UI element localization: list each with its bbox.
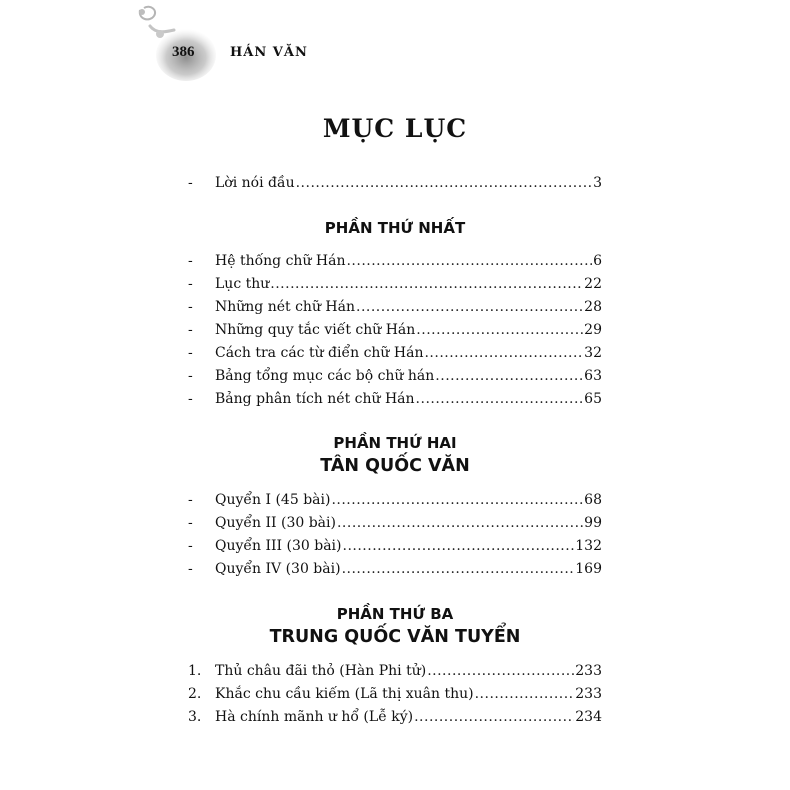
- entry-marker: -: [188, 492, 193, 508]
- dot-leader: [427, 661, 574, 681]
- entry-marker: -: [188, 368, 193, 384]
- entry-page: 28: [584, 299, 602, 315]
- dot-leader: [331, 490, 583, 510]
- dot-leader: [342, 559, 575, 579]
- part-subtitle-2: TÂN QUỐC VĂN: [320, 456, 470, 476]
- toc-entry[interactable]: [188, 513, 602, 533]
- entry-label: Bảng tổng mục các bộ chữ hán: [215, 368, 435, 384]
- entry-label: Hà chính mãnh ư hổ (Lễ ký): [215, 709, 414, 725]
- entry-label: Cách tra các từ điển chữ Hán: [215, 345, 424, 361]
- dot-leader: [356, 297, 583, 317]
- dot-leader: [296, 173, 592, 193]
- entry-marker: -: [188, 515, 193, 531]
- dot-leader: [475, 684, 575, 704]
- entry-page: 234: [575, 709, 602, 725]
- dot-leader: [424, 343, 583, 363]
- entry-marker: -: [188, 345, 193, 361]
- entry-marker: -: [188, 391, 193, 407]
- part-subtitle-3: TRUNG QUỐC VĂN TUYỂN: [269, 627, 521, 647]
- entry-page: 3: [593, 175, 602, 191]
- toc-entry[interactable]: [188, 320, 602, 340]
- entry-page: 233: [575, 663, 602, 679]
- entry-label: Quyển IV (30 bài): [215, 561, 341, 577]
- entry-label: Quyển II (30 bài): [215, 515, 336, 531]
- entry-marker: -: [188, 175, 193, 191]
- entry-page: 63: [584, 368, 602, 384]
- entry-page: 65: [584, 391, 602, 407]
- entry-marker: -: [188, 561, 193, 577]
- part-heading-2: PHẦN THỨ HAI: [333, 434, 457, 452]
- entry-label: Lục thư: [215, 276, 270, 292]
- part-heading-3: PHẦN THỨ BA: [336, 605, 454, 623]
- entry-label: Những nét chữ Hán: [215, 299, 355, 315]
- entry-page: 22: [584, 276, 602, 292]
- ink-wash-decoration: [120, 0, 220, 90]
- toc-entry[interactable]: [188, 173, 602, 193]
- entry-page: 132: [575, 538, 602, 554]
- running-head: HÁN VĂN: [230, 45, 308, 60]
- entry-page: 68: [584, 492, 602, 508]
- part-heading-1: PHẦN THỨ NHẤT: [324, 219, 466, 237]
- entry-marker: -: [188, 253, 193, 269]
- entry-page: 99: [584, 515, 602, 531]
- entry-page: 6: [593, 253, 602, 269]
- dot-leader: [346, 251, 592, 271]
- entry-label: Hệ thống chữ Hán: [215, 253, 346, 269]
- dot-leader: [337, 513, 583, 533]
- entry-label: Khắc chu cầu kiếm (Lã thị xuân thu): [215, 686, 474, 702]
- dot-leader: [416, 320, 583, 340]
- toc-entry[interactable]: [188, 707, 602, 727]
- toc-entry[interactable]: [188, 536, 602, 556]
- entry-label: Thủ châu đãi thỏ (Hàn Phi tử): [215, 663, 427, 679]
- toc-entry[interactable]: [188, 389, 602, 409]
- toc-entry[interactable]: [188, 274, 602, 294]
- dot-leader: [414, 707, 574, 727]
- entry-label: Bảng phân tích nét chữ Hán: [215, 391, 415, 407]
- entry-marker: -: [188, 276, 193, 292]
- toc-entry[interactable]: [188, 661, 602, 681]
- toc-entry[interactable]: [188, 684, 602, 704]
- entry-marker: 2.: [188, 686, 202, 702]
- toc-entry[interactable]: [188, 490, 602, 510]
- entry-marker: 3.: [188, 709, 202, 725]
- entry-page: 32: [584, 345, 602, 361]
- toc-entry[interactable]: [188, 251, 602, 271]
- toc-entry[interactable]: [188, 559, 602, 579]
- entry-marker: 1.: [188, 663, 202, 679]
- dot-leader: [270, 274, 583, 294]
- toc-entry[interactable]: [188, 297, 602, 317]
- entry-label: Lời nói đầu: [215, 175, 295, 191]
- entry-marker: -: [188, 299, 193, 315]
- entry-page: 29: [584, 322, 602, 338]
- entry-label: Quyển III (30 bài): [215, 538, 342, 554]
- entry-marker: -: [188, 322, 193, 338]
- dot-leader: [435, 366, 583, 386]
- entry-label: Những quy tắc viết chữ Hán: [215, 322, 416, 338]
- dot-leader: [416, 389, 584, 409]
- entry-page: 169: [575, 561, 602, 577]
- toc-title: MỤC LỤC: [322, 114, 468, 143]
- entry-page: 233: [575, 686, 602, 702]
- toc-entry[interactable]: [188, 366, 602, 386]
- entry-label: Quyển I (45 bài): [215, 492, 331, 508]
- page-number: 386: [172, 44, 195, 60]
- dot-leader: [343, 536, 575, 556]
- entry-marker: -: [188, 538, 193, 554]
- toc-entry[interactable]: [188, 343, 602, 363]
